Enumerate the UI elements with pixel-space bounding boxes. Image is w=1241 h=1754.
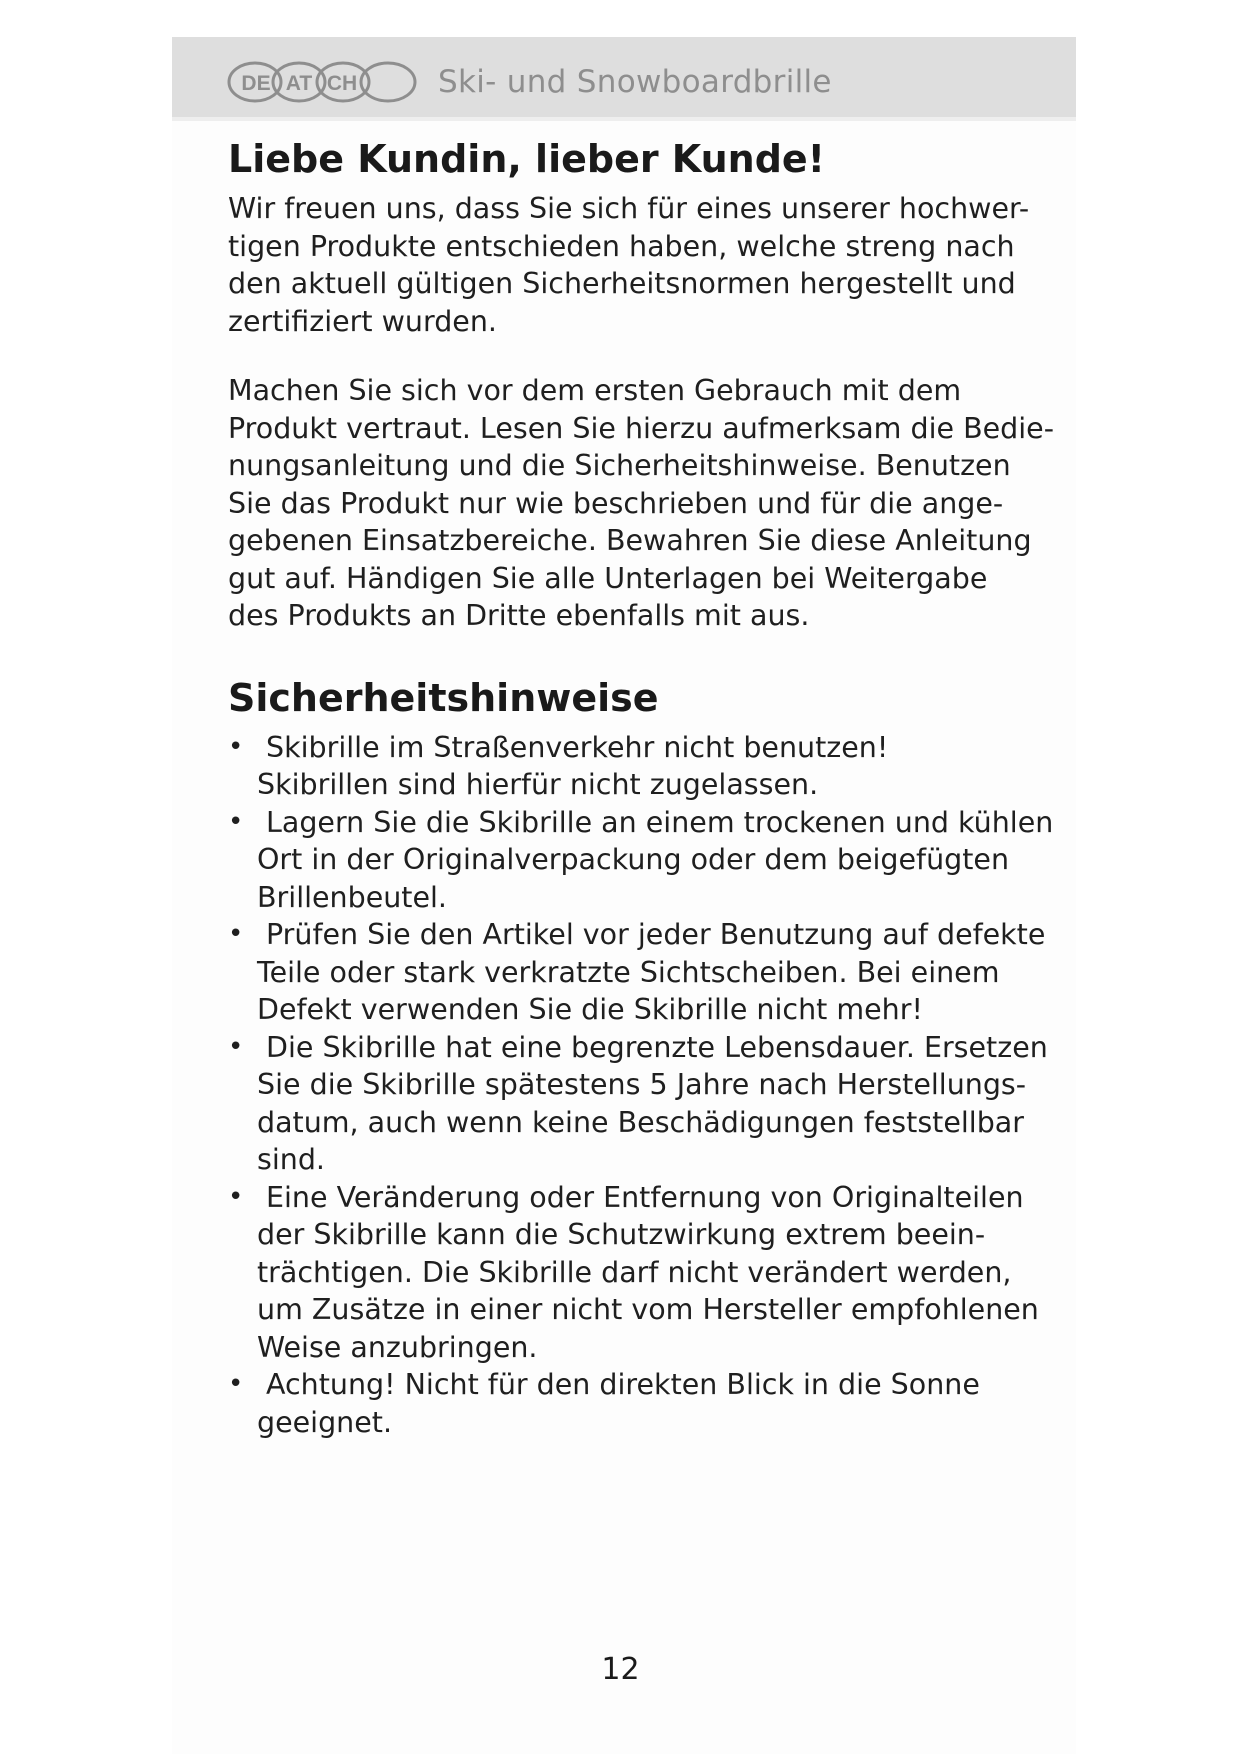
bullet-icon: • xyxy=(228,806,244,837)
safety-item-line: sind. xyxy=(257,1143,325,1176)
safety-list xyxy=(228,729,1054,1442)
safety-item-line: Brillenbeutel. xyxy=(257,880,447,914)
badge-ch: CH xyxy=(326,72,358,95)
paragraph-line: nungsanleitung und die Sicherheitshinweise. Benutzen xyxy=(228,449,1011,482)
bullet-icon: • xyxy=(228,1031,244,1062)
safety-item-line: trächtigen. Die Skibrille darf nicht verändert werden, xyxy=(257,1255,1012,1289)
safety-item-line: Lagern Sie die Skibrille an einem trockenen und kühlen xyxy=(266,805,1054,839)
safety-item-line: Defekt verwenden Sie die Skibrille nicht mehr! xyxy=(257,993,923,1026)
paragraph-line: Wir freuen uns, dass Sie sich für eines unserer hochwer- xyxy=(228,192,1030,225)
bullet-icon: • xyxy=(228,1369,244,1399)
badge-de: DE xyxy=(241,72,271,95)
intro-paragraph-1 xyxy=(228,190,1036,340)
safety-item-line: Sie die Skibrille spätestens 5 Jahre nach Herstellungs- xyxy=(257,1068,1027,1101)
safety-item-line: Achtung! Nicht für den direkten Blick in die Sonne xyxy=(266,1368,980,1401)
safety-item-line: Prüfen Sie den Artikel vor jeder Benutzung auf defekte xyxy=(266,918,1046,951)
bullet-icon: • xyxy=(228,919,244,949)
safety-item-line: Eine Veränderung oder Entfernung von Originalteilen xyxy=(266,1180,1024,1214)
page-number: 12 xyxy=(601,1652,640,1687)
safety-item-line: Ort in der Originalverpackung oder dem beigefügten xyxy=(257,843,1010,876)
safety-item-line: geeignet. xyxy=(257,1405,392,1439)
safety-heading: Sicherheitshinweise xyxy=(228,675,659,720)
paragraph-line: gebenen Einsatzbereiche. Bewahren Sie diese Anleitung xyxy=(228,524,1032,557)
paragraph-line: Machen Sie sich vor dem ersten Gebrauch mit dem xyxy=(228,374,962,407)
safety-item-line: datum, auch wenn keine Beschädigungen feststellbar xyxy=(257,1105,1024,1139)
safety-item xyxy=(228,729,1036,804)
header-divider xyxy=(172,117,1076,121)
bullet-icon: • xyxy=(228,1181,244,1212)
intro-paragraph-2 xyxy=(228,372,1054,635)
safety-item-line: Weise anzubringen. xyxy=(257,1330,538,1364)
safety-item xyxy=(228,1029,1048,1179)
greeting-heading: Liebe Kundin, lieber Kunde! xyxy=(228,137,825,181)
safety-item-line: um Zusätze in einer nicht vom Hersteller empfohlenen xyxy=(257,1293,1039,1326)
safety-item xyxy=(228,1366,1036,1441)
badge-at: AT xyxy=(285,72,313,95)
paragraph-line: Produkt vertraut. Lesen Sie hierzu aufmerksam die Bedie- xyxy=(228,411,1054,445)
paragraph-line: gut auf. Händigen Sie alle Unterlagen bei Weitergabe xyxy=(228,561,988,595)
paragraph-line: tigen Produkte entschieden haben, welche streng nach xyxy=(228,229,1015,263)
paragraph-line: des Produkts an Dritte ebenfalls mit aus. xyxy=(228,599,810,632)
safety-item xyxy=(228,1179,1039,1367)
country-badges xyxy=(226,59,422,107)
safety-item-line: Die Skibrille hat eine begrenzte Lebensdauer. Ersetzen xyxy=(266,1030,1048,1064)
content xyxy=(228,128,1054,1441)
paragraph-line: zertifiziert wurden. xyxy=(228,304,497,338)
safety-item xyxy=(228,916,1046,1029)
bullet-icon: • xyxy=(228,731,244,762)
safety-item xyxy=(228,804,1054,917)
safety-item-line: Skibrillen sind hierfür nicht zugelassen. xyxy=(257,768,819,801)
paragraph-line: den aktuell gültigen Sicherheitsnormen hergestellt und xyxy=(228,267,1016,300)
safety-item-line: Teile oder stark verkratzte Sichtscheiben. Bei einem xyxy=(257,955,1000,989)
paragraph-line: Sie das Produkt nur wie beschrieben und für die ange- xyxy=(228,486,1004,520)
header-title: Ski- und Snowboardbrille xyxy=(438,64,832,100)
safety-item-line: der Skibrille kann die Schutzwirkung extrem beein- xyxy=(257,1218,986,1251)
safety-item-line: Skibrille im Straßenverkehr nicht benutzen! xyxy=(266,730,889,764)
